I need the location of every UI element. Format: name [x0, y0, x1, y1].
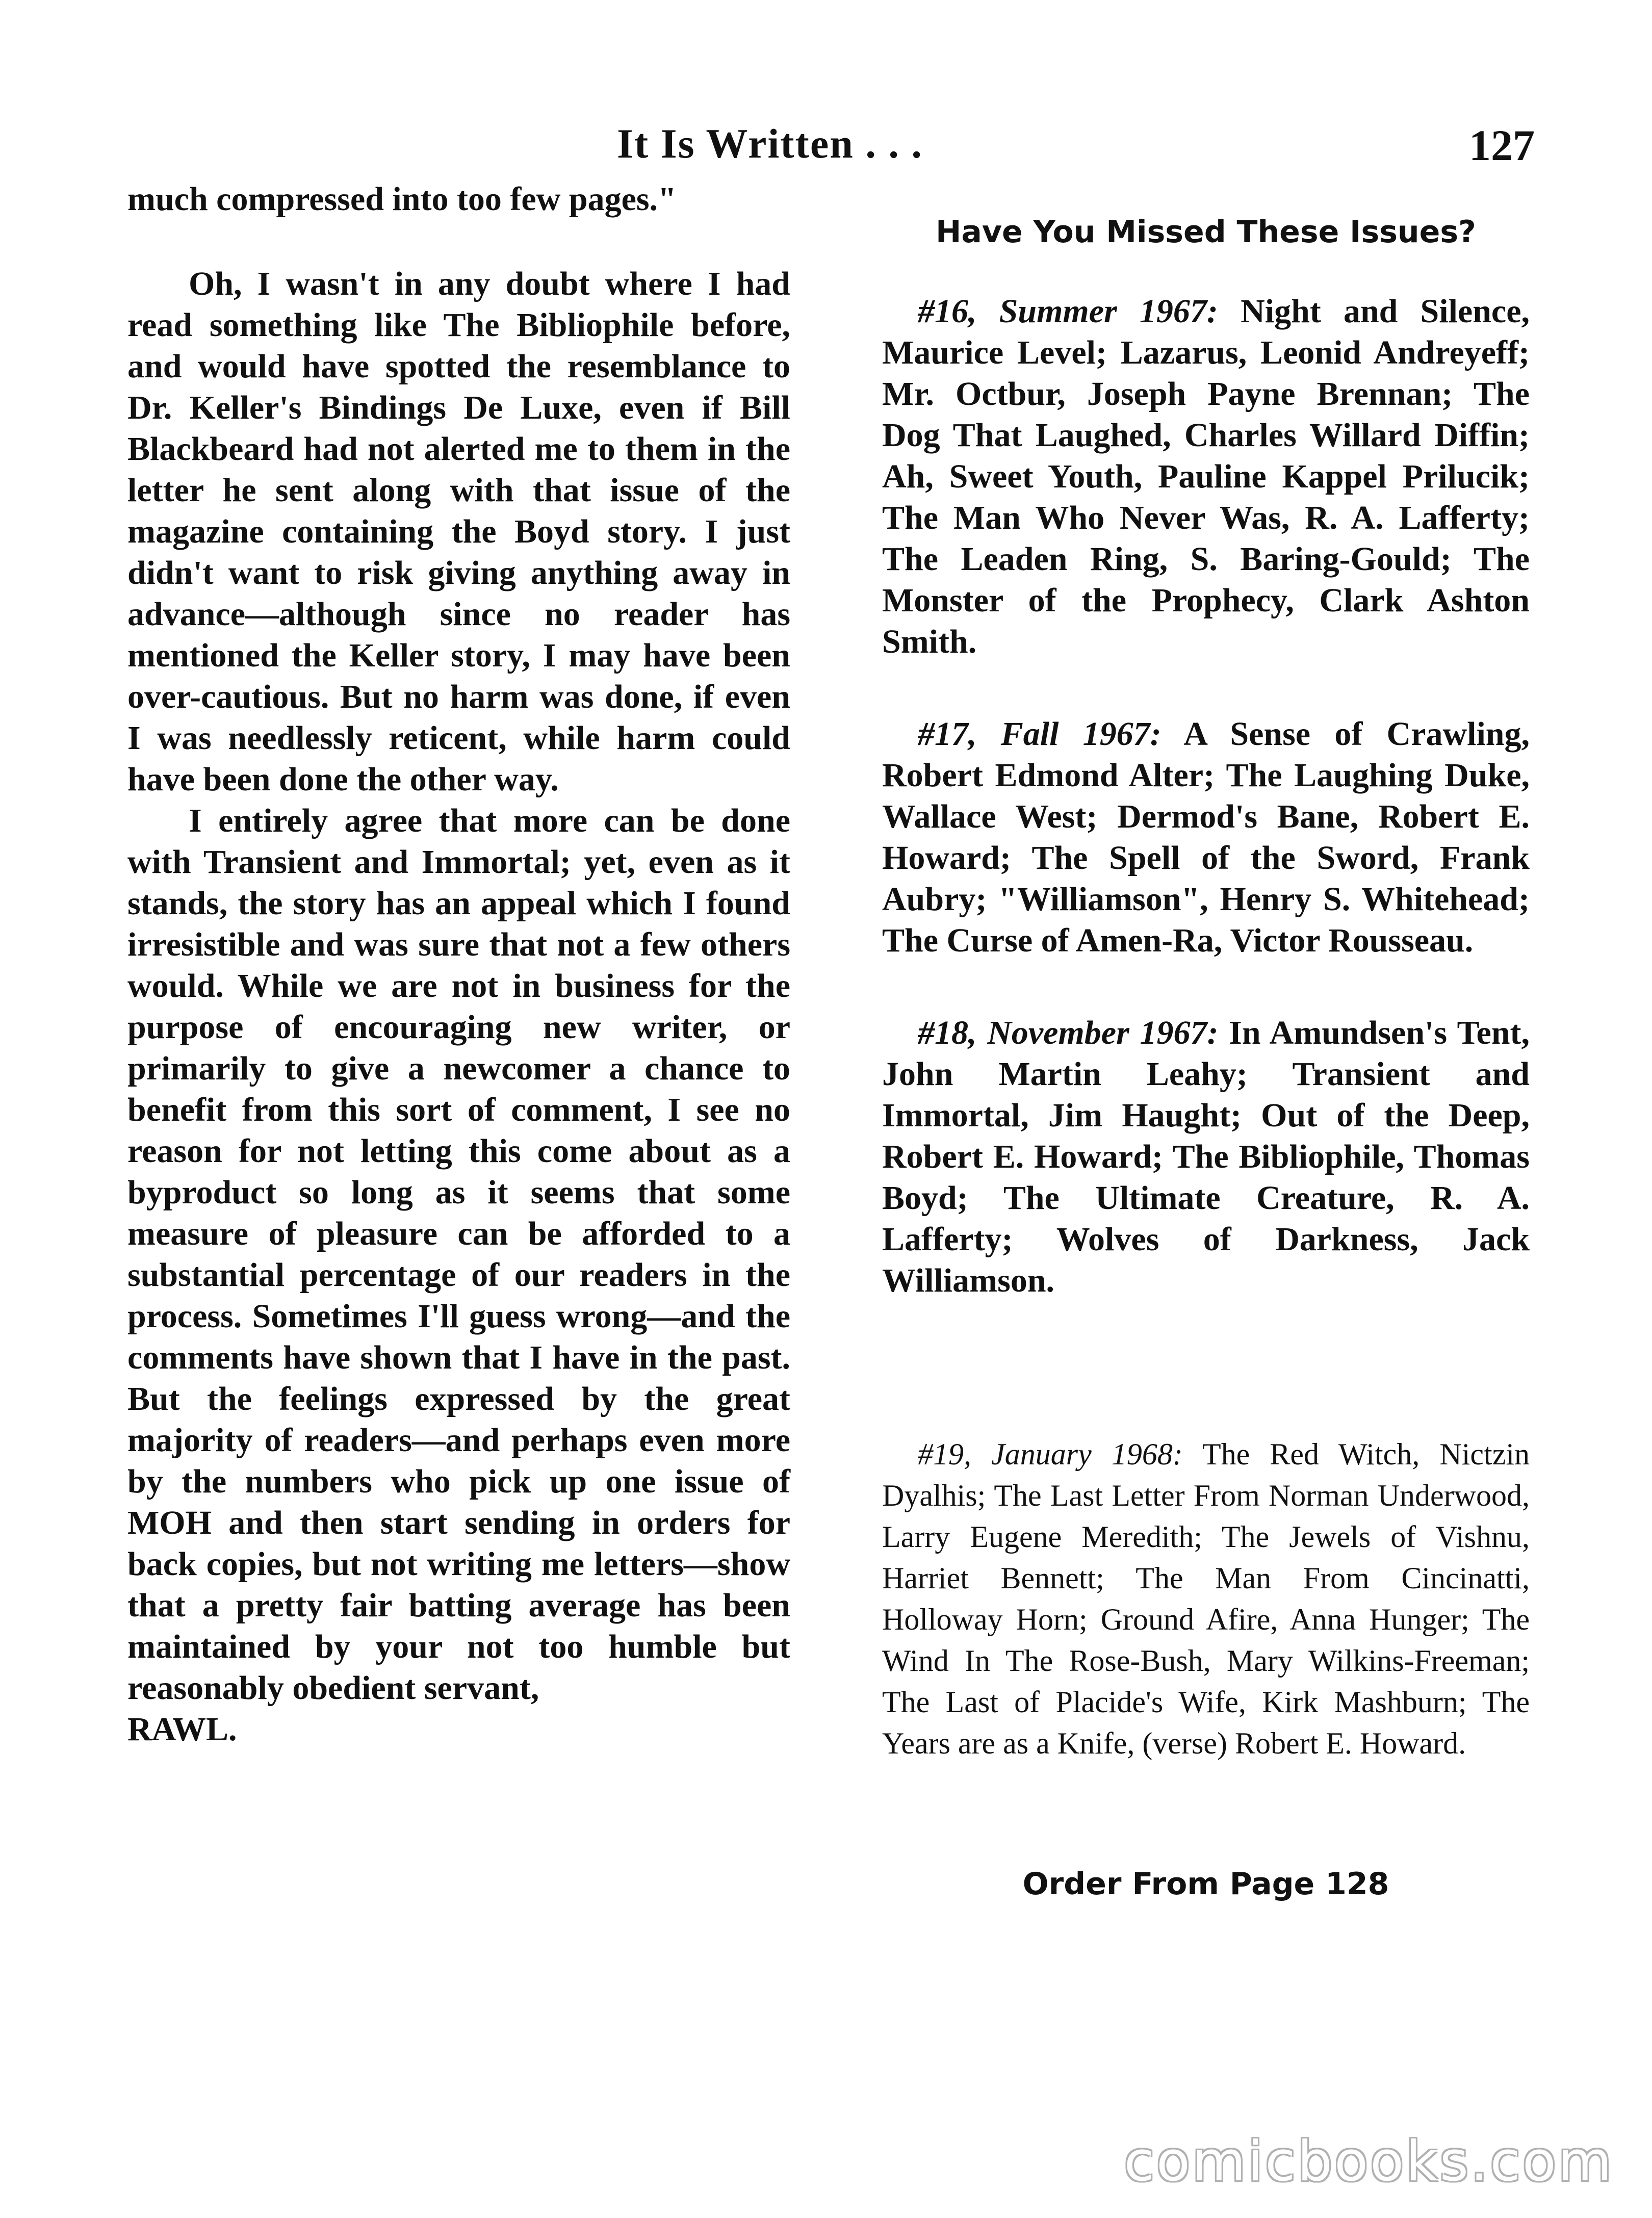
- back-issues-heading: Have You Missed These Issues?: [936, 214, 1476, 250]
- issue-listing: [882, 291, 1530, 662]
- issue-label: #17, Fall 1967:: [918, 715, 1161, 753]
- editor-signature: RAWL.: [127, 1711, 237, 1748]
- issue-listing: [882, 713, 1530, 961]
- continued-paragraph: much compressed into too few pages.": [127, 180, 677, 218]
- running-title: It Is Written . . .: [617, 120, 923, 167]
- paragraph-gap: [127, 220, 790, 263]
- issue-contents: The Red Witch, Nictzin Dyalhis; The Last Letter From Norman Underwood, Larry Eugene Meredith; The Jewels of Vishnu, Harriet Bennett; The Man From Cincinatti, Holloway Horn; Ground Afire, Anna Hunger; The Wind In The Rose-Bush, Mary Wilkins-Freeman; The Last of Placide's Wife, Kirk Mashburn; The Years are as a Knife, (verse) Robert E. Howard.: [882, 1437, 1530, 1760]
- order-instruction: Order From Page 128: [1022, 1866, 1389, 1902]
- reply-paragraph: Oh, I wasn't in any doubt where I had read something like The Bibliophile before, and would have spotted the resemblance to Dr. Keller's Bindings De Luxe, even if Bill Blackbeard had not alerted me to them in the letter he sent along with that issue of the magazine containing the Boyd story. I just didn't want to risk giving anything away in advance—although since no reader has mentioned the Keller story, I may have been over-cautious. But no harm was done, if even I was needlessly reticent, while harm could have been done the other way.: [127, 265, 790, 798]
- running-head: [127, 120, 1535, 176]
- issue-label: #18, November 1967:: [918, 1014, 1219, 1051]
- issue-contents: In Amundsen's Tent, John Martin Leahy; Transient and Immortal, Jim Haught; Out of the Deep, Robert E. Howard; The Bibliophile, Thomas Boyd; The Ultimate Creature, R. A. Lafferty; Wolves of Darkness, Jack Williamson.: [882, 1014, 1530, 1299]
- issue-label: #16, Summer 1967:: [918, 293, 1218, 330]
- issue-contents: Night and Silence, Maurice Level; Lazarus, Leonid Andreyeff; Mr. Octbur, Joseph Payne Brennan; The Dog That Laughed, Charles Willard Diffin; Ah, Sweet Youth, Pauline Kappel Prilucik; The Man Who Never Was, R. A. Lafferty; The Leaden Ring, S. Baring-Gould; The Monster of the Prophecy, Clark Ashton Smith.: [882, 293, 1530, 660]
- issue-label: #19, January 1968:: [918, 1437, 1183, 1471]
- issue-contents: A Sense of Crawling, Robert Edmond Alter; The Laughing Duke, Wallace West; Dermod's Bane, Robert E. Howard; The Spell of the Sword, Frank Aubry; "Williamson", Henry S. Whitehead; The Curse of Amen-Ra, Victor Rousseau.: [882, 715, 1530, 959]
- back-issues-column: [882, 178, 1530, 1902]
- issue-listing: [882, 1434, 1530, 1764]
- site-watermark: comicbooks.com: [1124, 2130, 1614, 2194]
- reply-paragraph: I entirely agree that more can be done with Transient and Immortal; yet, even as it stands, the story has an appeal which I found irresistible and was sure that not a few others would. While we are not in business for the purpose of encouraging new writer, or primarily to give a newcomer a chance to benefit from this sort of comment, I see no reason for not letting this come about as a byproduct so long as it seems that some measure of pleasure can be afforded to a substantial percentage of our readers in the process. Sometimes I'll guess wrong—and the comments have shown that I have in the past. But the feelings expressed by the great majority of readers—and perhaps even more by the numbers who pick up one issue of MOH and then start sending in orders for back copies, but not writing me letters—show that a pretty fair batting average has been maintained by your not too humble but reasonably obedient servant,: [127, 802, 790, 1707]
- page-number: 127: [1469, 121, 1535, 170]
- issue-listing: [882, 1012, 1530, 1301]
- letter-reply-column: [127, 178, 790, 1750]
